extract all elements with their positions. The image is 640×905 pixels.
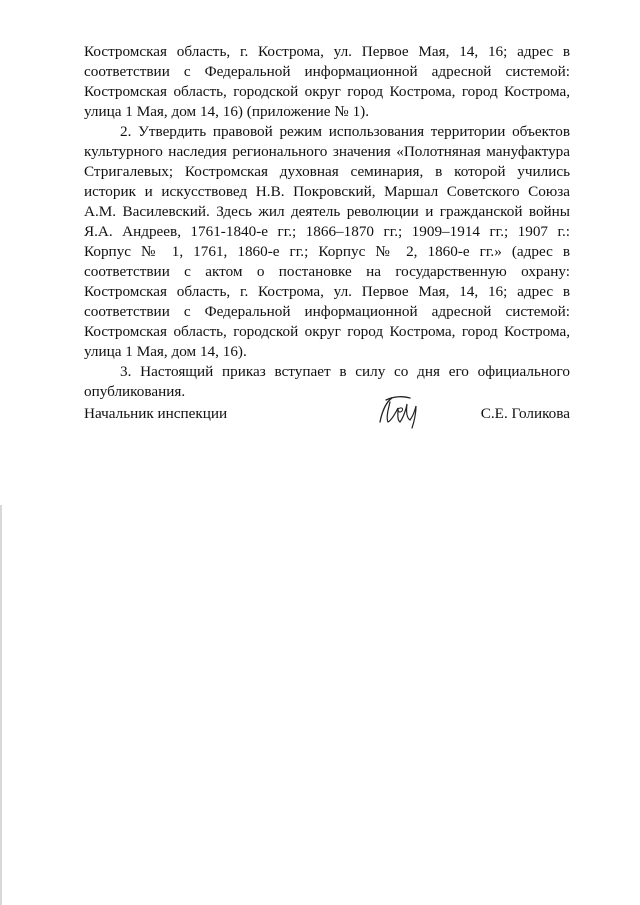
paragraph-2-line: Костромская область, г. Кострома, ул. Первое Мая, 14, 16; адрес в [84,283,570,300]
paragraph-2-line: Корпус № 1, 1761, 1860-е гг.; Корпус № 2, 1860-е гг.» (адрес в [84,243,570,260]
paragraph-1-line: соответствии с Федеральной информационной адресной системой: [84,63,570,80]
paragraph-2-line: 2. Утвердить правовой режим использования территории объектов [120,123,570,140]
paragraph-3-line: 3. Настоящий приказ вступает в силу со дня его официального [120,363,570,380]
paragraph-2-line: Костромская область, городской округ город Кострома, город Кострома, [84,323,570,340]
paragraph-2-line: соответствии с Федеральной информационной адресной системой: [84,303,570,320]
paragraph-2-line: культурного наследия регионального значения «Полотняная мануфактура [84,143,570,160]
signature-block [84,392,570,432]
paragraph-2-line: улица 1 Мая, дом 14, 16). [84,343,247,360]
document-body [84,42,570,402]
paragraph-2-line: Стригалевых; Костромская духовная семинария, в которой учились [84,163,570,180]
signatory-title: Начальник инспекции [84,405,228,422]
paragraph-1 [84,42,570,122]
handwritten-signature [376,392,424,430]
paragraph-2-line: соответствии с актом о постановке на государственную охрану: [84,263,570,280]
paragraph-3-line: опубликования. [84,383,186,400]
scan-edge-line [0,505,2,905]
paragraph-2-line: историк и искусствовед Н.В. Покровский, Маршал Советского Союза [84,183,570,200]
paragraph-2 [84,122,570,362]
paragraph-1-line: Костромская область, г. Кострома, ул. Первое Мая, 14, 16; адрес в [84,43,570,60]
paragraph-2-line: Я.А. Андреев, 1761-1840-е гг.; 1866–1870 гг.; 1909–1914 гг.; 1907 г.: [84,223,570,240]
signatory-name: С.Е. Голикова [480,405,570,422]
paragraph-2-line: А.М. Василевский. Здесь жил деятель революции и гражданской войны [84,203,570,220]
paragraph-1-line: улица 1 Мая, дом 14, 16) (приложение № 1). [84,103,370,120]
paragraph-1-line: Костромская область, городской округ город Кострома, город Кострома, [84,83,570,100]
